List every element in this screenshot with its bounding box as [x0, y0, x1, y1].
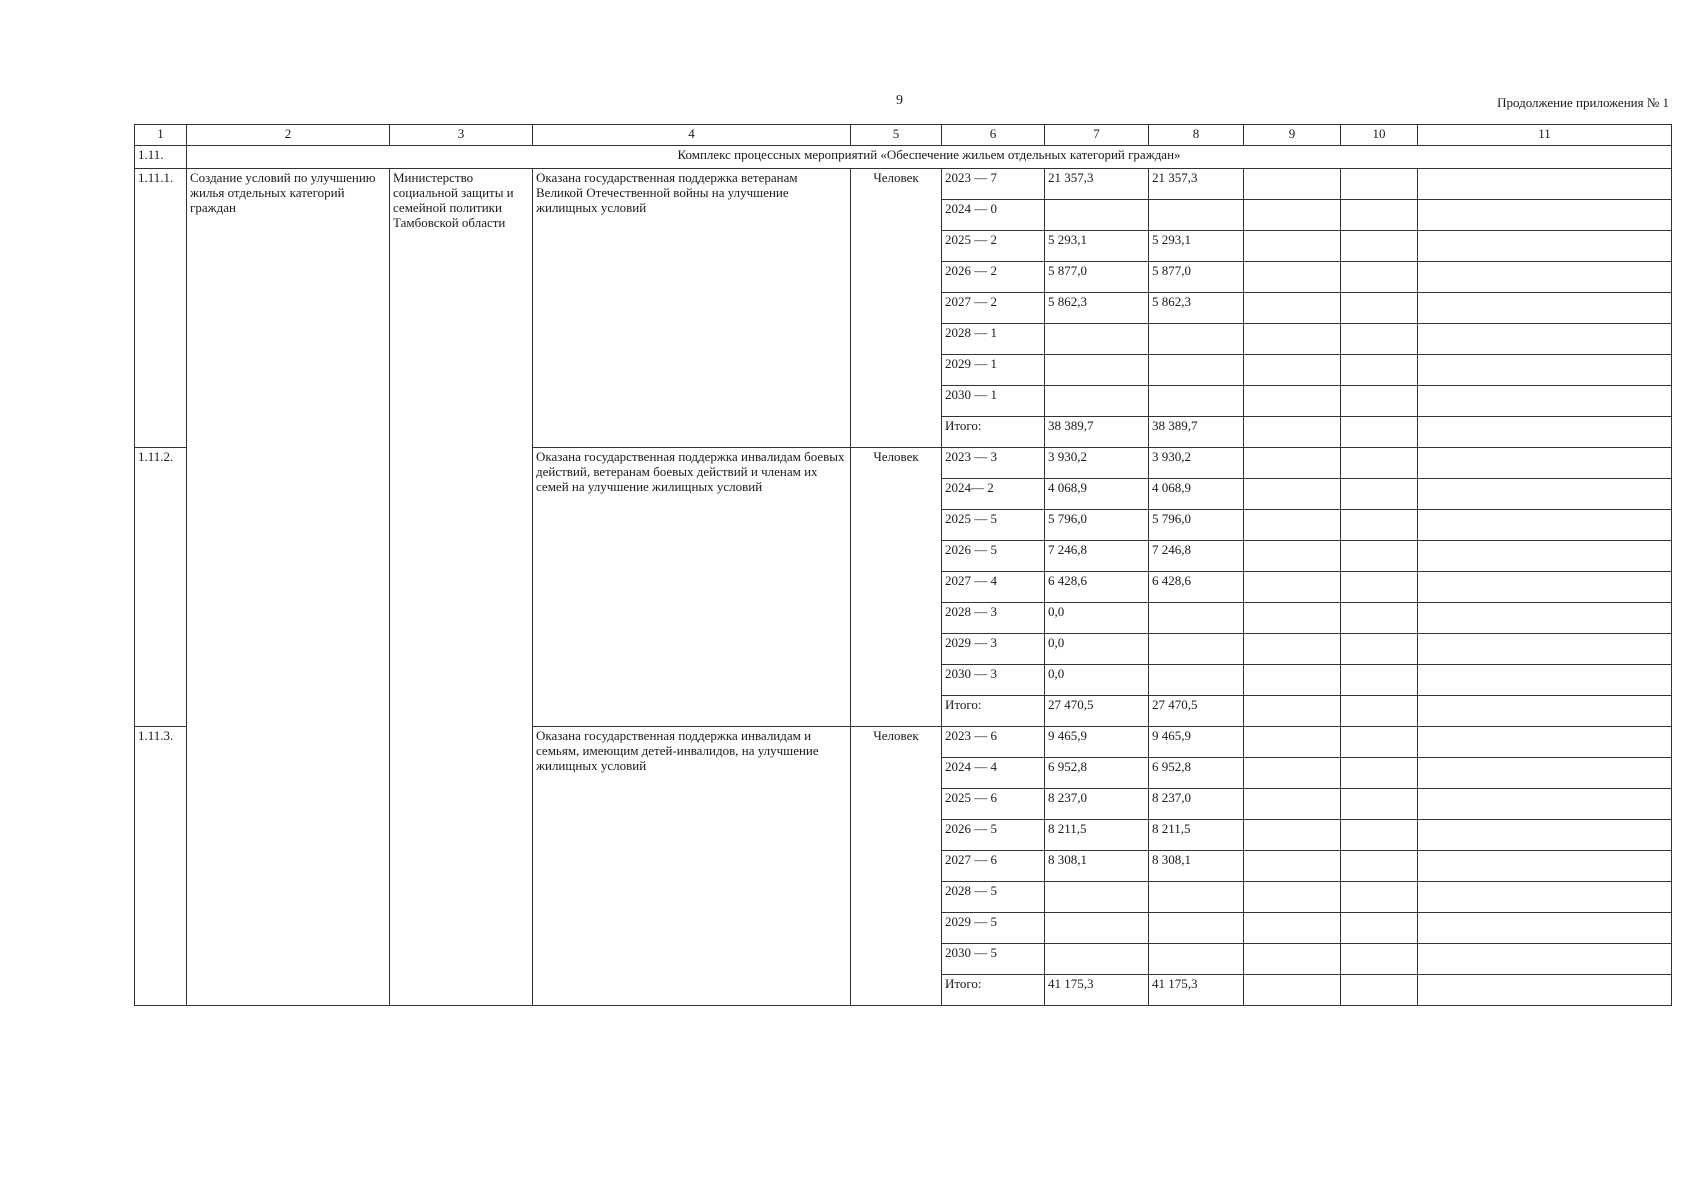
empty-col10 — [1341, 727, 1418, 758]
empty-col9 — [1244, 820, 1341, 851]
empty-col10 — [1341, 231, 1418, 262]
empty-col11 — [1418, 758, 1672, 789]
empty-col10 — [1341, 448, 1418, 479]
empty-col10 — [1341, 913, 1418, 944]
empty-col9 — [1244, 665, 1341, 696]
year-cell: 2026 — 5 — [942, 820, 1045, 851]
task-cell: Создание условий по улучшению жилья отдельных категорий граждан — [187, 169, 390, 1006]
header-cell: 3 — [390, 125, 533, 146]
year-cell: 2025 — 6 — [942, 789, 1045, 820]
empty-col11 — [1418, 231, 1672, 262]
empty-col10 — [1341, 820, 1418, 851]
unit-cell: Человек — [851, 169, 942, 448]
year-cell: 2023 — 3 — [942, 448, 1045, 479]
appendix-table — [134, 124, 1672, 1006]
empty-col10 — [1341, 758, 1418, 789]
empty-col9 — [1244, 169, 1341, 200]
header-cell: 4 — [533, 125, 851, 146]
value-col7 — [1045, 386, 1149, 417]
empty-col11 — [1418, 510, 1672, 541]
empty-col11 — [1418, 572, 1672, 603]
empty-col9 — [1244, 324, 1341, 355]
empty-col11 — [1418, 727, 1672, 758]
year-cell: 2024 — 4 — [942, 758, 1045, 789]
unit-cell: Человек — [851, 727, 942, 1006]
empty-col9 — [1244, 479, 1341, 510]
empty-col10 — [1341, 479, 1418, 510]
empty-col10 — [1341, 603, 1418, 634]
value-col8 — [1149, 386, 1244, 417]
empty-col10 — [1341, 572, 1418, 603]
empty-col11 — [1418, 789, 1672, 820]
value-col7: 7 246,8 — [1045, 541, 1149, 572]
value-col8: 7 246,8 — [1149, 541, 1244, 572]
value-col8: 8 237,0 — [1149, 789, 1244, 820]
result-cell: Оказана государственная поддержка инвалидам и семьям, имеющим детей-инвалидов, на улучшение жилищных условий — [533, 727, 851, 1006]
empty-col10 — [1341, 386, 1418, 417]
empty-col9 — [1244, 851, 1341, 882]
empty-col9 — [1244, 913, 1341, 944]
year-cell: 2030 — 3 — [942, 665, 1045, 696]
column-number-row — [135, 125, 1672, 146]
header-cell: 11 — [1418, 125, 1672, 146]
year-cell: 2027 — 2 — [942, 293, 1045, 324]
value-col7: 38 389,7 — [1045, 417, 1149, 448]
value-col8: 5 862,3 — [1149, 293, 1244, 324]
value-col7: 5 862,3 — [1045, 293, 1149, 324]
empty-col11 — [1418, 820, 1672, 851]
value-col8: 6 428,6 — [1149, 572, 1244, 603]
value-col8 — [1149, 200, 1244, 231]
value-col8 — [1149, 355, 1244, 386]
year-cell: 2023 — 6 — [942, 727, 1045, 758]
value-col8: 3 930,2 — [1149, 448, 1244, 479]
empty-col11 — [1418, 975, 1672, 1006]
value-col8: 41 175,3 — [1149, 975, 1244, 1006]
empty-col11 — [1418, 200, 1672, 231]
header-cell: 1 — [135, 125, 187, 146]
value-col7 — [1045, 882, 1149, 913]
value-col7 — [1045, 324, 1149, 355]
value-col8 — [1149, 324, 1244, 355]
value-col7: 8 237,0 — [1045, 789, 1149, 820]
value-col7: 5 877,0 — [1045, 262, 1149, 293]
value-col7 — [1045, 355, 1149, 386]
empty-col9 — [1244, 448, 1341, 479]
value-col8: 8 308,1 — [1149, 851, 1244, 882]
empty-col10 — [1341, 200, 1418, 231]
empty-col10 — [1341, 417, 1418, 448]
year-cell: Итого: — [942, 975, 1045, 1006]
row-number: 1.11.3. — [135, 727, 187, 1006]
empty-col9 — [1244, 510, 1341, 541]
empty-col9 — [1244, 696, 1341, 727]
empty-col10 — [1341, 634, 1418, 665]
empty-col10 — [1341, 324, 1418, 355]
value-col7: 0,0 — [1045, 603, 1149, 634]
value-col7: 6 952,8 — [1045, 758, 1149, 789]
empty-col11 — [1418, 386, 1672, 417]
value-col8: 27 470,5 — [1149, 696, 1244, 727]
page-number: 9 — [896, 93, 903, 108]
value-col8: 5 877,0 — [1149, 262, 1244, 293]
value-col7: 8 211,5 — [1045, 820, 1149, 851]
empty-col10 — [1341, 355, 1418, 386]
value-col8: 6 952,8 — [1149, 758, 1244, 789]
value-col7 — [1045, 913, 1149, 944]
year-cell: 2029 — 3 — [942, 634, 1045, 665]
empty-col9 — [1244, 882, 1341, 913]
value-col7 — [1045, 944, 1149, 975]
header-cell: 8 — [1149, 125, 1244, 146]
empty-col11 — [1418, 944, 1672, 975]
empty-col10 — [1341, 851, 1418, 882]
value-col8: 8 211,5 — [1149, 820, 1244, 851]
value-col8: 9 465,9 — [1149, 727, 1244, 758]
row-number: 1.11.1. — [135, 169, 187, 448]
empty-col11 — [1418, 448, 1672, 479]
empty-col11 — [1418, 851, 1672, 882]
value-col7 — [1045, 200, 1149, 231]
empty-col11 — [1418, 913, 1672, 944]
empty-col11 — [1418, 665, 1672, 696]
empty-col9 — [1244, 789, 1341, 820]
section-title: Комплекс процессных мероприятий «Обеспечение жильем отдельных категорий граждан» — [187, 146, 1672, 169]
section-row — [135, 146, 1672, 169]
value-col8: 21 357,3 — [1149, 169, 1244, 200]
row-number: 1.11.2. — [135, 448, 187, 727]
value-col8: 38 389,7 — [1149, 417, 1244, 448]
year-cell: 2025 — 5 — [942, 510, 1045, 541]
value-col7: 27 470,5 — [1045, 696, 1149, 727]
empty-col11 — [1418, 262, 1672, 293]
value-col7: 41 175,3 — [1045, 975, 1149, 1006]
year-cell: 2030 — 1 — [942, 386, 1045, 417]
empty-col11 — [1418, 541, 1672, 572]
table-row — [135, 169, 1672, 200]
value-col8 — [1149, 603, 1244, 634]
result-cell: Оказана государственная поддержка ветеранам Великой Отечественной войны на улучшение жилищных условий — [533, 169, 851, 448]
empty-col11 — [1418, 882, 1672, 913]
empty-col9 — [1244, 541, 1341, 572]
year-cell: Итого: — [942, 417, 1045, 448]
year-cell: 2028 — 3 — [942, 603, 1045, 634]
value-col7: 0,0 — [1045, 634, 1149, 665]
empty-col9 — [1244, 293, 1341, 324]
empty-col10 — [1341, 541, 1418, 572]
empty-col10 — [1341, 944, 1418, 975]
empty-col11 — [1418, 603, 1672, 634]
empty-col9 — [1244, 572, 1341, 603]
empty-col11 — [1418, 355, 1672, 386]
empty-col10 — [1341, 789, 1418, 820]
year-cell: 2028 — 5 — [942, 882, 1045, 913]
empty-col11 — [1418, 169, 1672, 200]
header-cell: 6 — [942, 125, 1045, 146]
header-cell: 7 — [1045, 125, 1149, 146]
value-col7: 3 930,2 — [1045, 448, 1149, 479]
empty-col9 — [1244, 603, 1341, 634]
empty-col10 — [1341, 510, 1418, 541]
year-cell: 2025 — 2 — [942, 231, 1045, 262]
year-cell: 2026 — 5 — [942, 541, 1045, 572]
value-col8: 5 293,1 — [1149, 231, 1244, 262]
value-col8 — [1149, 882, 1244, 913]
value-col8: 4 068,9 — [1149, 479, 1244, 510]
empty-col9 — [1244, 417, 1341, 448]
empty-col11 — [1418, 293, 1672, 324]
value-col8 — [1149, 634, 1244, 665]
continuation-label: Продолжение приложения № 1 — [1497, 95, 1669, 110]
value-col7: 5 293,1 — [1045, 231, 1149, 262]
empty-col10 — [1341, 975, 1418, 1006]
responsible-cell: Министерство социальной защиты и семейной политики Тамбовской области — [390, 169, 533, 1006]
year-cell: 2027 — 4 — [942, 572, 1045, 603]
value-col7: 0,0 — [1045, 665, 1149, 696]
value-col7: 6 428,6 — [1045, 572, 1149, 603]
empty-col9 — [1244, 758, 1341, 789]
header-cell: 10 — [1341, 125, 1418, 146]
year-cell: 2027 — 6 — [942, 851, 1045, 882]
value-col7: 4 068,9 — [1045, 479, 1149, 510]
empty-col9 — [1244, 944, 1341, 975]
empty-col11 — [1418, 417, 1672, 448]
empty-col10 — [1341, 665, 1418, 696]
empty-col10 — [1341, 882, 1418, 913]
empty-col10 — [1341, 262, 1418, 293]
empty-col11 — [1418, 324, 1672, 355]
header-cell: 2 — [187, 125, 390, 146]
year-cell: 2030 — 5 — [942, 944, 1045, 975]
value-col7: 8 308,1 — [1045, 851, 1149, 882]
empty-col10 — [1341, 293, 1418, 324]
empty-col9 — [1244, 200, 1341, 231]
empty-col9 — [1244, 386, 1341, 417]
empty-col9 — [1244, 727, 1341, 758]
value-col7: 21 357,3 — [1045, 169, 1149, 200]
section-number: 1.11. — [135, 146, 187, 169]
empty-col9 — [1244, 355, 1341, 386]
empty-col11 — [1418, 696, 1672, 727]
value-col8 — [1149, 913, 1244, 944]
year-cell: 2028 — 1 — [942, 324, 1045, 355]
value-col8 — [1149, 665, 1244, 696]
year-cell: 2029 — 1 — [942, 355, 1045, 386]
value-col7: 5 796,0 — [1045, 510, 1149, 541]
empty-col11 — [1418, 634, 1672, 665]
empty-col9 — [1244, 262, 1341, 293]
empty-col9 — [1244, 634, 1341, 665]
result-cell: Оказана государственная поддержка инвалидам боевых действий, ветеранам боевых действий и членам их семей на улучшение жилищных условий — [533, 448, 851, 727]
year-cell: 2029 — 5 — [942, 913, 1045, 944]
header-cell: 5 — [851, 125, 942, 146]
unit-cell: Человек — [851, 448, 942, 727]
empty-col9 — [1244, 231, 1341, 262]
value-col8 — [1149, 944, 1244, 975]
year-cell: 2024 — 0 — [942, 200, 1045, 231]
value-col7: 9 465,9 — [1045, 727, 1149, 758]
header-cell: 9 — [1244, 125, 1341, 146]
empty-col10 — [1341, 696, 1418, 727]
empty-col9 — [1244, 975, 1341, 1006]
year-cell: 2024— 2 — [942, 479, 1045, 510]
empty-col10 — [1341, 169, 1418, 200]
value-col8: 5 796,0 — [1149, 510, 1244, 541]
year-cell: 2023 — 7 — [942, 169, 1045, 200]
empty-col11 — [1418, 479, 1672, 510]
year-cell: Итого: — [942, 696, 1045, 727]
year-cell: 2026 — 2 — [942, 262, 1045, 293]
